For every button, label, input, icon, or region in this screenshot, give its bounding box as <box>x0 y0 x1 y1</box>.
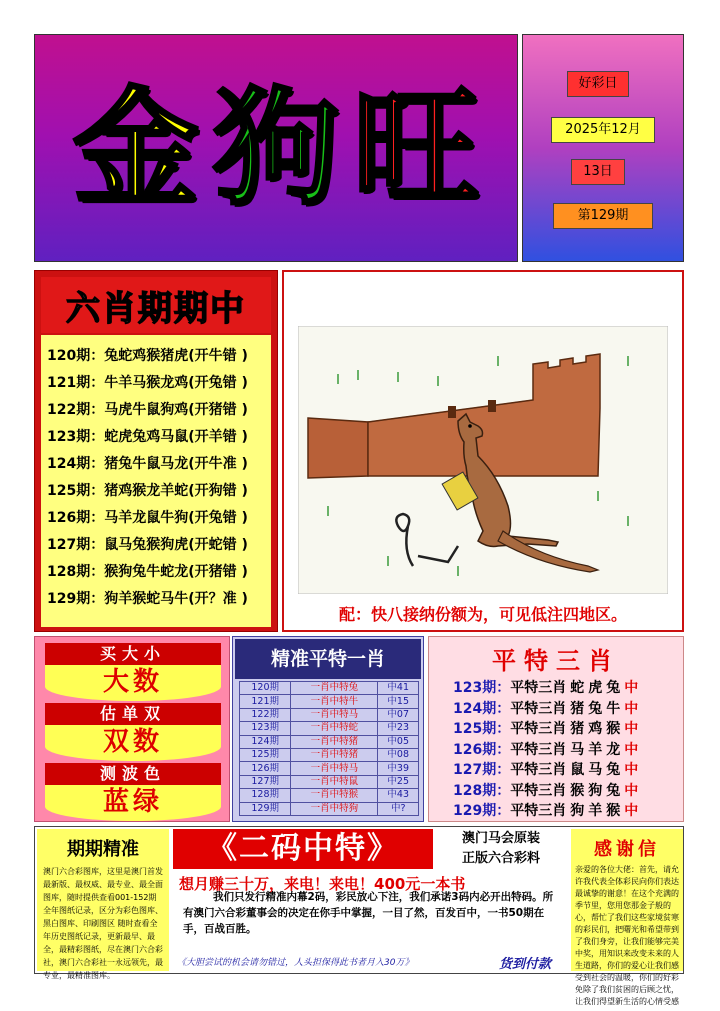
table-row <box>240 802 419 815</box>
special-three-panel <box>428 636 684 822</box>
prediction-cell: 一肖中特马 <box>291 762 378 775</box>
zodiac-trio: 鼠马兔 <box>570 762 625 778</box>
prediction-cell: 一肖中特猴 <box>291 789 378 802</box>
table-row <box>240 682 419 695</box>
zodiac-trio: 马羊龙 <box>570 741 625 758</box>
zodiac-trio: 蛇虎兔 <box>570 680 625 696</box>
issue-number: 第129期 <box>553 203 653 229</box>
result-cell: 中23 <box>378 722 419 735</box>
list-item <box>453 698 638 718</box>
table-row <box>240 775 419 788</box>
period-cell: 121期 <box>240 695 291 708</box>
wave-color-head: 测波色 <box>45 763 221 785</box>
result-cell: 中39 <box>378 762 419 775</box>
table-row <box>240 789 419 802</box>
list-item: 121期：牛羊马猴龙鸡(开兔错 ) <box>47 375 248 391</box>
middle-slogan: 想月赚三十万，来电！来电！400元一本书 <box>179 875 466 893</box>
left-ad-title: 期期精准 <box>67 839 139 860</box>
result-cell: 中07 <box>378 708 419 721</box>
table-row <box>240 695 419 708</box>
result-cell: 中15 <box>378 695 419 708</box>
period-cell: 123期 <box>240 722 291 735</box>
result-cell: 中25 <box>378 775 419 788</box>
row-text: 平特三肖 <box>510 680 567 696</box>
list-item <box>453 739 638 759</box>
hit-mark: 中 <box>624 700 639 717</box>
zodiac-trio: 狗羊猴 <box>570 803 625 819</box>
period-label: 124期： <box>453 700 511 717</box>
middle-ad <box>169 827 569 973</box>
period-cell: 129期 <box>240 802 291 815</box>
period-cell: 120期 <box>240 682 291 695</box>
result-cell: 中05 <box>378 735 419 748</box>
row-text: 平特三肖 <box>510 782 567 799</box>
odd-even-value: 双数 <box>45 725 221 761</box>
list-item: 128期：猴狗兔牛蛇龙(开猪错 ) <box>47 564 248 580</box>
left-ad-body: 澳门六合彩图库，这里是澳门首发最新版、最权威、最专业、最全面图库，随时提供查看001-152期全年图纸记录，区分为彩色图库、黑白图库、印刷图区 随时查看全年历史图纸记录，更新最早、最全，最精彩图纸，尽在澳门六合彩社，澳门六合彩社一永远领先，最专业，最精准图库。 <box>43 867 163 980</box>
period-cell: 125期 <box>240 748 291 761</box>
illustration-panel <box>282 270 684 632</box>
issue-info-panel <box>522 34 684 262</box>
title-banner <box>34 34 518 262</box>
list-item <box>453 780 638 800</box>
result-cell: 中08 <box>378 748 419 761</box>
prediction-cell: 一肖中特蛇 <box>291 722 378 735</box>
two-code-banner: 《二码中特》 <box>173 829 433 869</box>
middle-body-text: 我们只发行精准内幕2码，彩民放心下注，我们承诺3码内必开出特码。所有澳门六合彩董事会的决定在你手中掌握，一目了然，百发百中，一书50期在手，百战百胜。 <box>183 891 554 935</box>
thank-you-letter-body: 亲爱的各位大佬：首先，请允许我代表全体彩民向你们表达最诚挚的谢意！在这个充满的季节里，您用您那金子般的心，帮忙了我们这些家境贫寒的彩民们，把曙光和希望带到了我们身旁，让我们能够完美中奖，用知识来改变未来的人生道路，你们的爱心让我们感受到社会的温暖，你们的好彩免除了我们贫困的后顾之忧，让我们得望新生活的心情受感 <box>575 865 679 1006</box>
list-item <box>453 718 638 738</box>
prediction-cell: 一肖中特猪 <box>291 748 378 761</box>
hit-mark: 中 <box>624 741 639 758</box>
prediction-cell: 一肖中特猪 <box>291 735 378 748</box>
title-char-prosper: 旺 <box>353 74 479 222</box>
title-char-dog: 狗 <box>213 74 339 222</box>
list-item: 124期：猪兔牛鼠马龙(开牛准 ) <box>47 456 248 472</box>
list-item <box>453 759 638 779</box>
prediction-cell: 一肖中特鼠 <box>291 775 378 788</box>
zodiac-trio: 猪鸡猴 <box>570 721 625 737</box>
row-text: 平特三肖 <box>510 762 567 778</box>
table-row <box>240 735 419 748</box>
bottom-ad-section <box>34 826 684 1006</box>
list-item <box>453 677 638 697</box>
row-text: 平特三肖 <box>510 741 567 758</box>
table-row <box>240 748 419 761</box>
result-cell: 中43 <box>378 789 419 802</box>
list-item: 125期：猪鸡猴龙羊蛇(开狗错 ) <box>47 483 248 499</box>
list-item <box>453 800 638 820</box>
zodiac-trio: 猪兔牛 <box>570 700 625 717</box>
kangaroo-great-wall-illustration <box>298 326 668 594</box>
six-zodiac-panel <box>34 270 278 632</box>
period-label: 125期： <box>453 721 511 737</box>
hit-mark: 中 <box>624 782 639 799</box>
row-text: 平特三肖 <box>510 700 567 717</box>
row-text: 平特三肖 <box>510 721 567 737</box>
big-small-value: 大数 <box>45 665 221 701</box>
period-label: 128期： <box>453 782 511 799</box>
table-row <box>240 708 419 721</box>
result-cell: 中41 <box>378 682 419 695</box>
list-item: 123期：蛇虎兔鸡马鼠(开羊错 ) <box>47 429 248 445</box>
period-cell: 122期 <box>240 708 291 721</box>
period-cell: 127期 <box>240 775 291 788</box>
period-label: 126期： <box>453 741 511 758</box>
list-item: 122期：马虎牛鼠狗鸡(开猪错 ) <box>47 402 248 418</box>
table-row <box>240 722 419 735</box>
precise-single-zodiac-panel <box>232 636 424 822</box>
prediction-cell: 一肖中特牛 <box>291 695 378 708</box>
big-small-head: 买大小 <box>45 643 221 665</box>
middle-side-text <box>435 829 567 869</box>
left-ad <box>37 829 169 980</box>
lucky-day-badge: 好彩日 <box>567 71 629 97</box>
big-small-panel <box>34 636 230 822</box>
side-line-1: 澳门马会原装 <box>461 831 540 846</box>
six-zodiac-title <box>41 277 271 333</box>
six-zodiac-list <box>41 335 271 627</box>
list-item: 129期：狗羊猴蛇马牛(开？准 ) <box>47 591 248 607</box>
list-item: 126期：马羊龙鼠牛狗(开兔错 ) <box>47 510 248 526</box>
date-year-month: 2025年12月 <box>551 117 655 143</box>
prediction-cell: 一肖中特兔 <box>291 682 378 695</box>
right-ad <box>571 829 683 1006</box>
special-three-title: 平特三肖 <box>492 647 620 675</box>
list-item: 120期：兔蛇鸡猴猪虎(开牛错 ) <box>47 348 248 364</box>
illustration-caption: 配：快八接纳份额为，可见低注四地区。 <box>338 605 627 624</box>
precise-title: 精准平特一肖 <box>235 639 421 679</box>
result-cell: 中? <box>378 802 419 815</box>
precise-table <box>239 681 419 816</box>
zodiac-trio: 猴狗兔 <box>570 782 625 799</box>
hit-mark: 中 <box>624 680 639 696</box>
period-label: 129期： <box>453 803 511 819</box>
date-day: 13日 <box>571 159 625 185</box>
period-cell: 124期 <box>240 735 291 748</box>
period-label: 123期： <box>453 680 511 696</box>
table-row <box>240 762 419 775</box>
list-item: 127期：鼠马兔猴狗虎(开蛇错 ) <box>47 537 248 553</box>
prediction-cell: 一肖中特马 <box>291 708 378 721</box>
period-label: 127期： <box>453 762 511 778</box>
period-cell: 128期 <box>240 789 291 802</box>
prediction-cell: 一肖中特狗 <box>291 802 378 815</box>
side-line-2: 正版六合彩料 <box>461 851 540 866</box>
middle-footnote: 《大胆尝试的机会请勿错过，人头担保得此书者月入30万》 <box>177 958 414 968</box>
title-char-gold: 金 <box>73 74 199 222</box>
wave-color-value: 蓝绿 <box>45 785 221 821</box>
row-text: 平特三肖 <box>510 803 567 819</box>
hit-mark: 中 <box>624 803 639 819</box>
thank-you-letter-title: 感谢信 <box>594 839 660 860</box>
cash-on-delivery-text: 货到付款 <box>499 957 552 972</box>
period-cell: 126期 <box>240 762 291 775</box>
hit-mark: 中 <box>624 721 639 737</box>
six-zodiac-title-text: 六肖期期中 <box>66 288 246 329</box>
hit-mark: 中 <box>624 762 639 778</box>
odd-even-head: 估单双 <box>45 703 221 725</box>
